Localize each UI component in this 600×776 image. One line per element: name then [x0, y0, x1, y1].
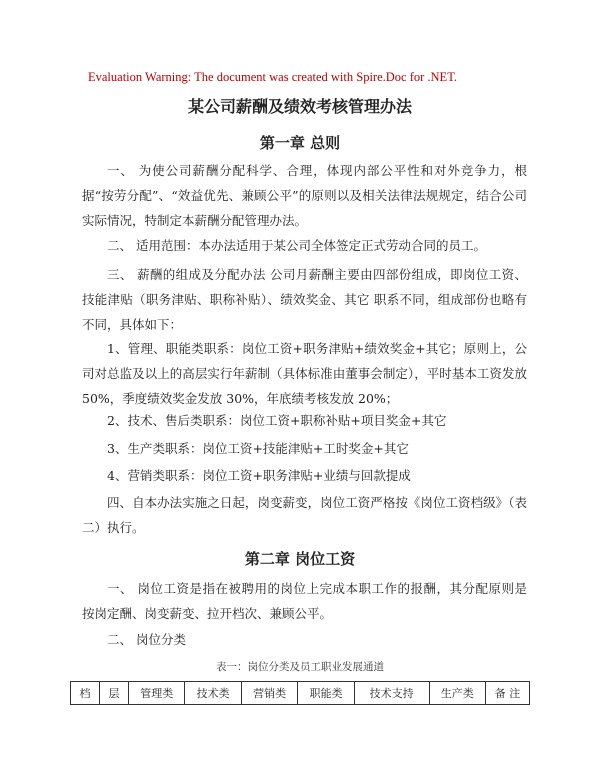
chapter2-paragraph-2: 二、 岗位分类 [107, 632, 186, 647]
chapter1-paragraph-3: 三、 薪酬的组成及分配办法 公司月薪酬主要由四部份组成，即岗位工资、技能津贴（职务津贴、职称补贴）、绩效奖金、其它 职系不同，组成部份也略有不同，具体如下： [82, 267, 527, 332]
evaluation-warning: Evaluation Warning: The document was created with Spire.Doc for .NET. [88, 70, 458, 84]
chapter1-heading: 第一章 总则 [259, 134, 341, 152]
table-header-cell: 技术类 [185, 682, 241, 705]
chapter1-paragraph-2: 二、 适用范围：本办法适用于某公司全体签定正式劳动合同的员工。 [107, 238, 486, 253]
table-header-cell: 营销类 [241, 682, 297, 705]
chapter1-paragraph-5: 2、技术、售后类职系：岗位工资+职称补贴+项目奖金+其它 [107, 413, 447, 428]
table-header-cell: 管理类 [129, 682, 185, 705]
chapter1-paragraph-7: 4、营销类职系：岗位工资+职务津贴+业绩与回款提成 [107, 468, 411, 483]
chapter1-paragraph-4: 1、管理、职能类职系：岗位工资+职务津贴+绩效奖金+其它；原则上，公司对总监及以上的高层实行年薪制（具体标准由董事会制定），平时基本工资发放 50%，季度绩效奖金发放 30%，年底绩考核发放 20%； [82, 341, 527, 406]
chapter2-paragraph-1: 一、 岗位工资是指在被聘用的岗位上完成本职工作的报酬，其分配原则是 按岗定酬、岗变薪变、拉开档次、兼顾公平。 [82, 581, 527, 621]
chapter1-paragraph-6: 3、生产类职系：岗位工资+技能津贴+工时奖金+其它 [107, 441, 409, 456]
table-header-cell: 职能类 [298, 682, 354, 705]
position-category-table [70, 681, 530, 705]
table-header-cell: 档 [71, 682, 100, 705]
table-header-cell: 技术支持 [354, 682, 429, 705]
table-header-cell: 备 注 [485, 682, 529, 705]
table-header-cell: 生产类 [429, 682, 485, 705]
table-header-cell: 层 [100, 682, 129, 705]
chapter1-paragraph-8: 四、自本办法实施之日起，岗变薪变，岗位工资严格按《岗位工资档级》（表二）执行。 [82, 495, 527, 535]
table-header-row [71, 682, 530, 705]
table-caption: 表一：岗位分类及员工职业发展通道 [216, 661, 384, 673]
chapter2-heading: 第二章 岗位工资 [244, 550, 356, 568]
chapter1-paragraph-1: 一、 为使公司薪酬分配科学、合理，体现内部公平性和对外竞争力，根据“按劳分配”、“效益优先、兼顾公平”的原则以及相关法律法规规定，结合公司实际情况，特制定本薪酬分配管理办法。 [82, 163, 527, 228]
document-title: 某公司薪酬及绩效考核管理办法 [187, 97, 412, 116]
